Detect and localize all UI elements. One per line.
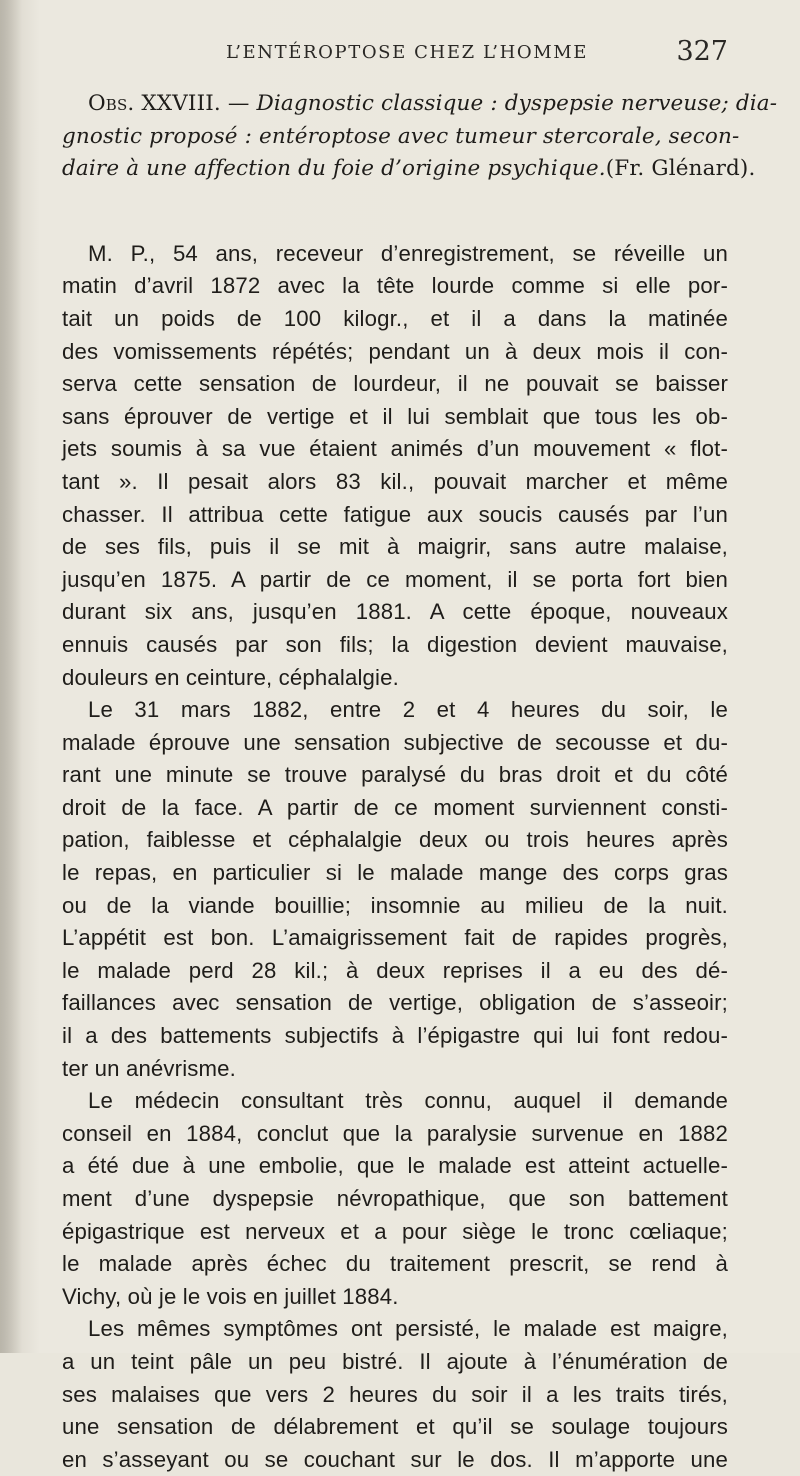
text-line: le repas, en particulier si le malade mange des corps gras xyxy=(62,860,728,886)
page-header xyxy=(60,36,728,76)
text-line: a été due à une embolie, que le malade est atteint actuelle- xyxy=(62,1153,728,1179)
text-line: durant six ans, jusqu’en 1881. A cette époque, nouveaux xyxy=(62,599,728,625)
observation-title-line xyxy=(62,88,778,121)
page-spine-shadow xyxy=(0,0,22,1353)
text-line: des vomissements répétés; pendant un à deux mois il con- xyxy=(62,338,728,364)
observation-title-3: daire à une affection du foie d’origine psychique. xyxy=(62,156,606,182)
text-line: Le 31 mars 1882, entre 2 et 4 heures du soir, le xyxy=(88,697,728,723)
text-line: malade éprouve une sensation subjective de secousse et du- xyxy=(62,729,728,755)
text-line: a un teint pâle un peu bistré. Il ajoute à l’énumération de xyxy=(62,1348,728,1374)
observation-title-2: gnostic proposé : entéroptose avec tumeur stercorale, secon- xyxy=(62,123,740,149)
text-line: sans éprouver de vertige et il lui semblait que tous les ob- xyxy=(62,403,728,429)
text-line: épigastrique est nerveux et a pour siège le tronc cœliaque; xyxy=(62,1218,728,1244)
text-line: droit de la face. A partir de ce moment surviennent consti- xyxy=(62,794,728,820)
text-line: M. P., 54 ans, receveur d’enregistrement, se réveille un xyxy=(88,240,728,266)
text-line: rant une minute se trouve paralysé du bras droit et du côté xyxy=(62,762,728,788)
observation-author: (Fr. Glénard). xyxy=(605,156,756,182)
text-line: ment d’une dyspepsie névropathique, que son battement xyxy=(62,1186,728,1211)
running-head: L’ENTÉROPTOSE CHEZ L’HOMME xyxy=(226,42,589,63)
text-line: le malade après échec du traitement prescrit, se rend à xyxy=(62,1251,728,1277)
observation-label: Obs. XXVIII. xyxy=(88,91,221,116)
text-line: le malade perd 28 kil.; à deux reprises il a eu des dé- xyxy=(62,957,728,983)
text-line: Le médecin consultant très connu, auquel il demande xyxy=(88,1088,728,1114)
text-line: de ses fils, puis il se mit à maigrir, sans autre malaise, xyxy=(62,534,728,560)
text-line: Les mêmes symptômes ont persisté, le malade est maigre, xyxy=(88,1316,728,1342)
paragraph-gap xyxy=(62,186,728,238)
text-line: Vichy, où je le vois en juillet 1884. xyxy=(62,1283,399,1309)
text-line: pation, faiblesse et céphalalgie deux ou trois heures après xyxy=(62,827,728,853)
page-text xyxy=(62,88,778,1476)
text-line: douleurs en ceinture, céphalalgie. xyxy=(62,664,399,690)
page-number: 327 xyxy=(676,36,728,67)
text-line: jets soumis à sa vue étaient animés d’un mouvement « flot- xyxy=(62,436,728,462)
observation-title-1: Diagnostic classique : dyspepsie nerveuse; dia- xyxy=(256,91,778,116)
text-line: en s’asseyant ou se couchant sur le dos. Il m’apporte une xyxy=(62,1446,728,1472)
text-line: matin d’avril 1872 avec la tête lourde comme si elle por- xyxy=(62,273,728,299)
text-line: tait un poids de 100 kilogr., et il a dans la matinée xyxy=(62,305,728,331)
text-line: il a des battements subjectifs à l’épigastre qui lui font redou- xyxy=(62,1023,728,1049)
observation-title-line xyxy=(62,121,740,154)
text-line: faillances avec sensation de vertige, obligation de s’asseoir; xyxy=(62,990,728,1016)
observation-title-line xyxy=(62,153,756,186)
text-line: ter un anévrisme. xyxy=(62,1055,236,1081)
text-line: conseil en 1884, conclut que la paralysie survenue en 1882 xyxy=(62,1120,728,1146)
text-line: une sensation de délabrement et qu’il se soulage toujours xyxy=(62,1414,728,1440)
observation-dash: — xyxy=(220,91,257,116)
text-line: chasser. Il attribua cette fatigue aux soucis causés par l’un xyxy=(62,501,728,527)
text-line: ennuis causés par son fils; la digestion devient mauvaise, xyxy=(62,631,728,657)
text-line: ou de la viande bouillie; insomnie au milieu de la nuit. xyxy=(62,892,728,918)
text-line: serva cette sensation de lourdeur, il ne pouvait se baisser xyxy=(62,371,728,397)
text-line: ses malaises que vers 2 heures du soir il a les traits tirés, xyxy=(62,1381,728,1407)
text-line: L’appétit est bon. L’amaigrissement fait de rapides progrès, xyxy=(62,925,728,951)
text-line: jusqu’en 1875. A partir de ce moment, il se porta fort bien xyxy=(62,566,728,592)
text-line: tant ». Il pesait alors 83 kil., pouvait marcher et même xyxy=(62,468,728,494)
